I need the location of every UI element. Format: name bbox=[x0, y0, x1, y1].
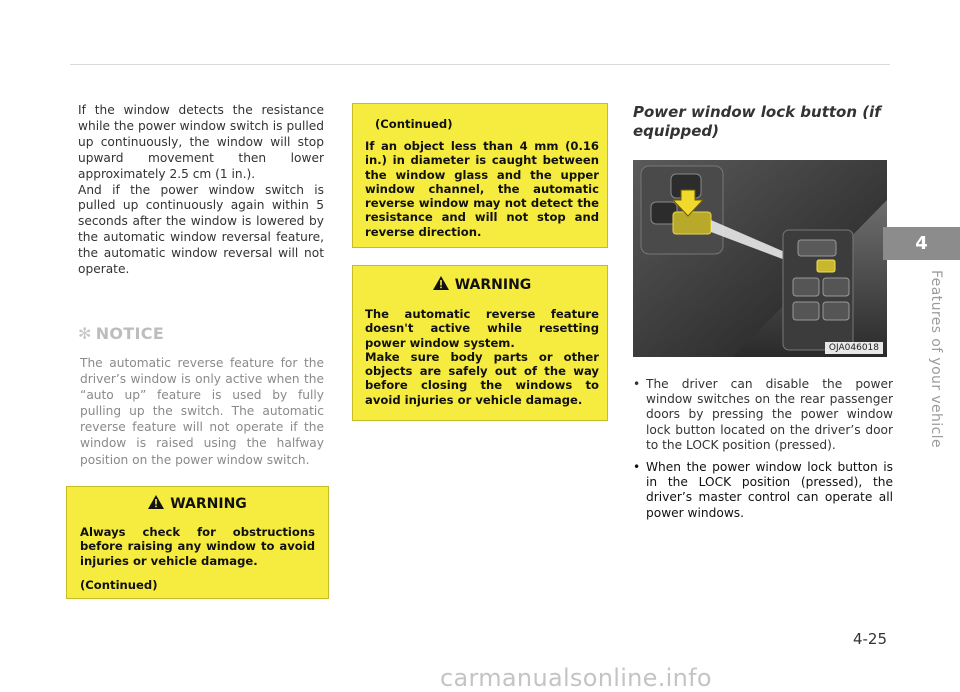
list-item bbox=[633, 460, 893, 521]
warning-text: Always check for obstructions before raising any window to avoid injuries or vehicle damage. bbox=[80, 525, 315, 568]
bullet-icon: • bbox=[633, 460, 641, 475]
warning-continued: (Continued) bbox=[80, 577, 158, 592]
bullet-text: When the power window lock button is in the LOCK position (pressed), the driver’s master control can operate all power windows. bbox=[646, 460, 893, 520]
warning-heading bbox=[80, 495, 315, 513]
continued-title: (Continued) bbox=[375, 117, 453, 131]
page-number: 4-25 bbox=[852, 630, 887, 648]
bullet-list bbox=[633, 377, 893, 528]
bullet-text: The driver can disable the power window switches on the rear passenger doors by pressing the power window lock button located on the driver’s door to the LOCK position (pressed). bbox=[646, 377, 893, 452]
column-left bbox=[78, 103, 324, 468]
warning-title: WARNING bbox=[454, 277, 532, 293]
notice-star-icon: ✻ bbox=[78, 323, 92, 343]
warning-triangle-icon bbox=[148, 495, 164, 513]
warning-text: Make sure body parts or other objects are safely out of the way before closing the windows to avoid injuries or vehicle damage. bbox=[365, 349, 599, 407]
door-panel-illustration bbox=[633, 160, 887, 357]
section-title: Power window lock button (if equipped) bbox=[633, 103, 881, 140]
bullet-icon: • bbox=[633, 377, 641, 391]
figure-code: OJA046018 bbox=[825, 342, 883, 354]
body-paragraph: If the window detects the resistance while the power window switch is pulled up continuously, the window will stop upward movement then lower approximately 2.5 cm (1 in.). bbox=[78, 103, 324, 181]
list-item bbox=[633, 377, 893, 453]
continued-warning-box bbox=[352, 103, 608, 248]
warning-heading bbox=[365, 276, 599, 294]
continued-text: If an object less than 4 mm (0.16 in.) in diameter is caught between the window glass and the upper window channel, the automatic reverse window may not detect the resistance and will not stop and reverse direction. bbox=[365, 139, 599, 239]
warning-text: The automatic reverse feature doesn't active while resetting power window system. bbox=[365, 307, 599, 350]
notice-text: The automatic reverse feature for the driver’s window is only active when the “auto up” feature is used by fully pulling up the switch. The automatic reverse feature will not operate if the window is raised using the halfway position on the power window switch. bbox=[80, 355, 324, 467]
chapter-tab[interactable]: 4 bbox=[883, 227, 960, 260]
warning-box-obstructions bbox=[66, 486, 329, 599]
column-right bbox=[633, 103, 889, 141]
lock-button-zoom bbox=[673, 212, 711, 234]
door-switch-figure bbox=[633, 160, 887, 357]
watermark: carmanualsonline.info bbox=[440, 664, 712, 692]
warning-title: WARNING bbox=[170, 496, 247, 512]
chapter-title: Features of your vehicle bbox=[928, 270, 944, 448]
warning-box-auto-reverse bbox=[352, 265, 608, 421]
body-paragraph: And if the power window switch is pulled up continuously again within 5 seconds after the window is lowered by the automatic window reversal feature, the automatic window reversal will not operate. bbox=[78, 182, 324, 277]
notice-title: NOTICE bbox=[95, 323, 165, 343]
top-rule bbox=[70, 64, 890, 65]
warning-triangle-icon bbox=[433, 276, 449, 294]
notice-heading bbox=[78, 324, 324, 343]
chapter-title-vertical bbox=[924, 270, 960, 470]
